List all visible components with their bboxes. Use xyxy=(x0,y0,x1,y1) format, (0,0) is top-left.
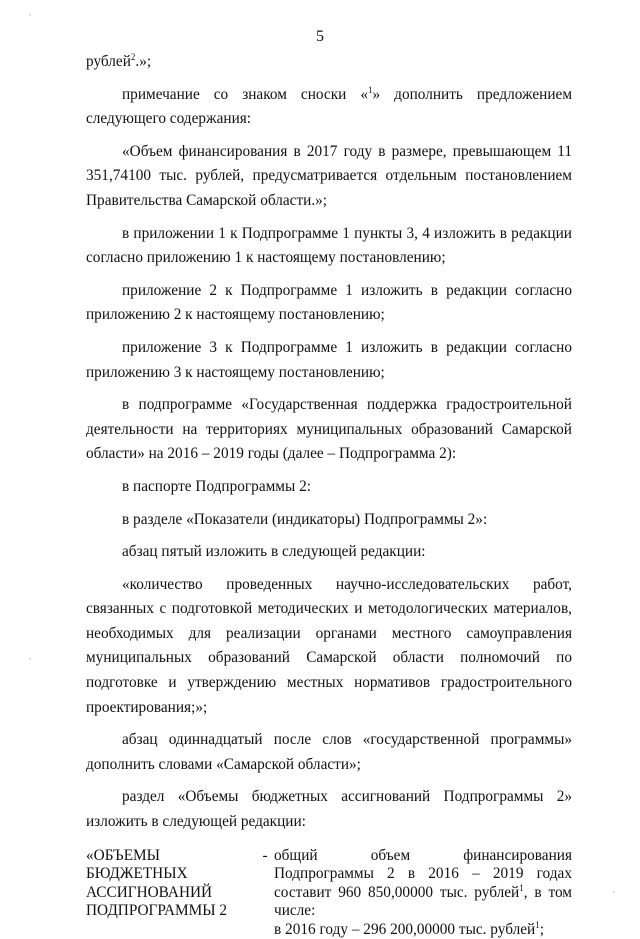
footnote-mark: 1 xyxy=(368,84,373,95)
footnote-mark: 1 xyxy=(535,919,540,930)
paragraph-2: примечание со знаком сноски «$^1$» дополнить предложением следующего содержания: xyxy=(86,84,572,128)
footnote-mark: 1 xyxy=(519,882,524,893)
footnote-mark: 2 xyxy=(130,52,136,62)
budget-text-block: общий объем финансирования Подпрограммы 2 в 2016 – 2019 годах составит 960 850,00000 тыс. рублей$^1$, в том числе: xyxy=(274,846,572,920)
paragraph-4: в приложении 1 к Подпрограмме 1 пункты 3, 4 изложить в редакции согласно приложению 1 к настоящему постановлению; xyxy=(86,224,572,267)
budget-table xyxy=(86,847,572,939)
budget-text xyxy=(274,847,572,939)
budget-heading-line: ПОДПРОГРАММЫ 2 xyxy=(86,902,228,920)
budget-text-line: в 2016 году – 296 200,00000 тыс. рублей$^1$; xyxy=(274,919,544,938)
budget-heading xyxy=(86,847,256,939)
paragraph-13: раздел «Объемы бюджетных ассигнований Подпрограммы 2» изложить в следующей редакции: xyxy=(86,788,572,831)
scan-speck: · xyxy=(612,885,616,899)
paragraph-3: «Объем финансирования в 2017 году в размере, превышающем 11 351,74100 тыс. рублей, предусматривается отдельным постановлением Правительства Самарской области.»; xyxy=(86,142,572,209)
paragraph-9: в разделе «Показатели (индикаторы) Подпрограммы 2»: xyxy=(122,510,488,528)
budget-heading-line: «ОБЪЕМЫ xyxy=(86,846,160,864)
paragraph-7: в подпрограмме «Государственная поддержка градостроительной деятельности на территориях муниципальных образований Самарской области» на 2016 – 2019 годы (далее – Подпрограмма 2): xyxy=(86,396,572,463)
paragraph-11: «количество проведенных научно-исследовательских работ, связанных с подготовкой методических и методологических материалов, необходимых для реализации органами местного самоуправления муниципальных образований Самарской области полномочий по подготовке и утверждению местных нормативов градостроительного проектирования;»; xyxy=(86,575,572,716)
paragraph-6: приложение 3 к Подпрограмме 1 изложить в редакции согласно приложению 3 к настоящему постановлению; xyxy=(86,338,572,381)
page-number: 5 xyxy=(316,28,324,45)
document-body xyxy=(86,50,572,939)
paragraph-8: в паспорте Подпрограммы 2: xyxy=(122,477,311,495)
paragraph-5: приложение 2 к Подпрограмме 1 изложить в редакции согласно приложению 2 к настоящему постановлению; xyxy=(86,281,572,324)
paragraph-10: абзац пятый изложить в следующей редакции: xyxy=(122,543,426,561)
paragraph-1: рублей$^2$.»; xyxy=(86,52,152,70)
scan-speck: · xyxy=(28,8,32,22)
budget-dash: - xyxy=(262,846,268,864)
budget-heading-line: БЮДЖЕТНЫХ xyxy=(86,865,188,883)
paragraph-12: абзац одиннадцатый после слов «государственной программы» дополнить словами «Самарской области»; xyxy=(86,731,572,773)
scan-speck: · xyxy=(28,652,32,666)
budget-heading-line: АССИГНОВАНИЙ xyxy=(86,883,213,901)
